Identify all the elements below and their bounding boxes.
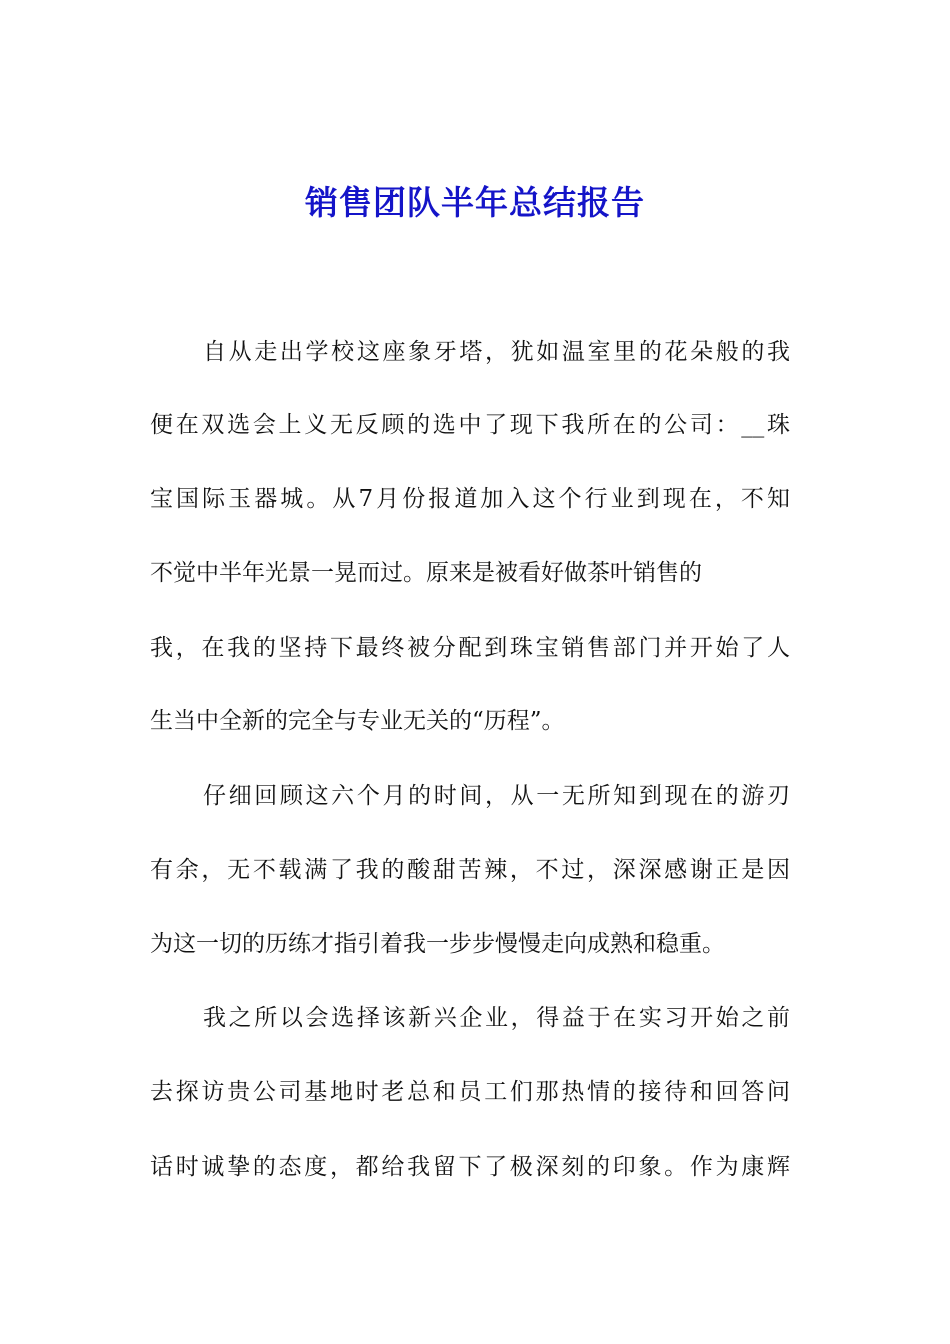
paragraph-1-line-6: 生当中全新的完全与专业无关的“历程”。 <box>150 708 565 734</box>
paragraph-2-line-3: 为这一切的历练才指引着我一步步慢慢走向成熟和稳重。 <box>150 931 725 957</box>
paragraph-1-line-3: 宝国际玉器城。从7月份报道加入这个行业到现在，不知 <box>150 486 790 512</box>
paragraph-3-line-3: 话时诚挚的态度，都给我留下了极深刻的印象。作为康辉 <box>150 1154 790 1180</box>
document-title: 销售团队半年总结报告 <box>305 183 645 222</box>
paragraph-1-line-2: 便在双选会上义无反顾的选中了现下我所在的公司：__珠 <box>150 412 790 438</box>
paragraph-2-line-2: 有余，无不载满了我的酸甜苦辣，不过，深深感谢正是因 <box>150 857 790 883</box>
paragraph-1-line-1: 自从走出学校这座象牙塔，犹如温室里的花朵般的我 <box>203 339 790 365</box>
paragraph-2-line-1: 仔细回顾这六个月的时间，从一无所知到现在的游刃 <box>203 783 790 809</box>
paragraph-1-line-5: 我，在我的坚持下最终被分配到珠宝销售部门并开始了人 <box>150 635 790 661</box>
paragraph-3-line-2: 去探访贵公司基地时老总和员工们那热情的接待和回答问 <box>150 1079 790 1105</box>
paragraph-1-line-4: 不觉中半年光景一晃而过。原来是被看好做茶叶销售的 <box>150 560 702 586</box>
paragraph-3-line-1: 我之所以会选择该新兴企业，得益于在实习开始之前 <box>203 1005 790 1031</box>
